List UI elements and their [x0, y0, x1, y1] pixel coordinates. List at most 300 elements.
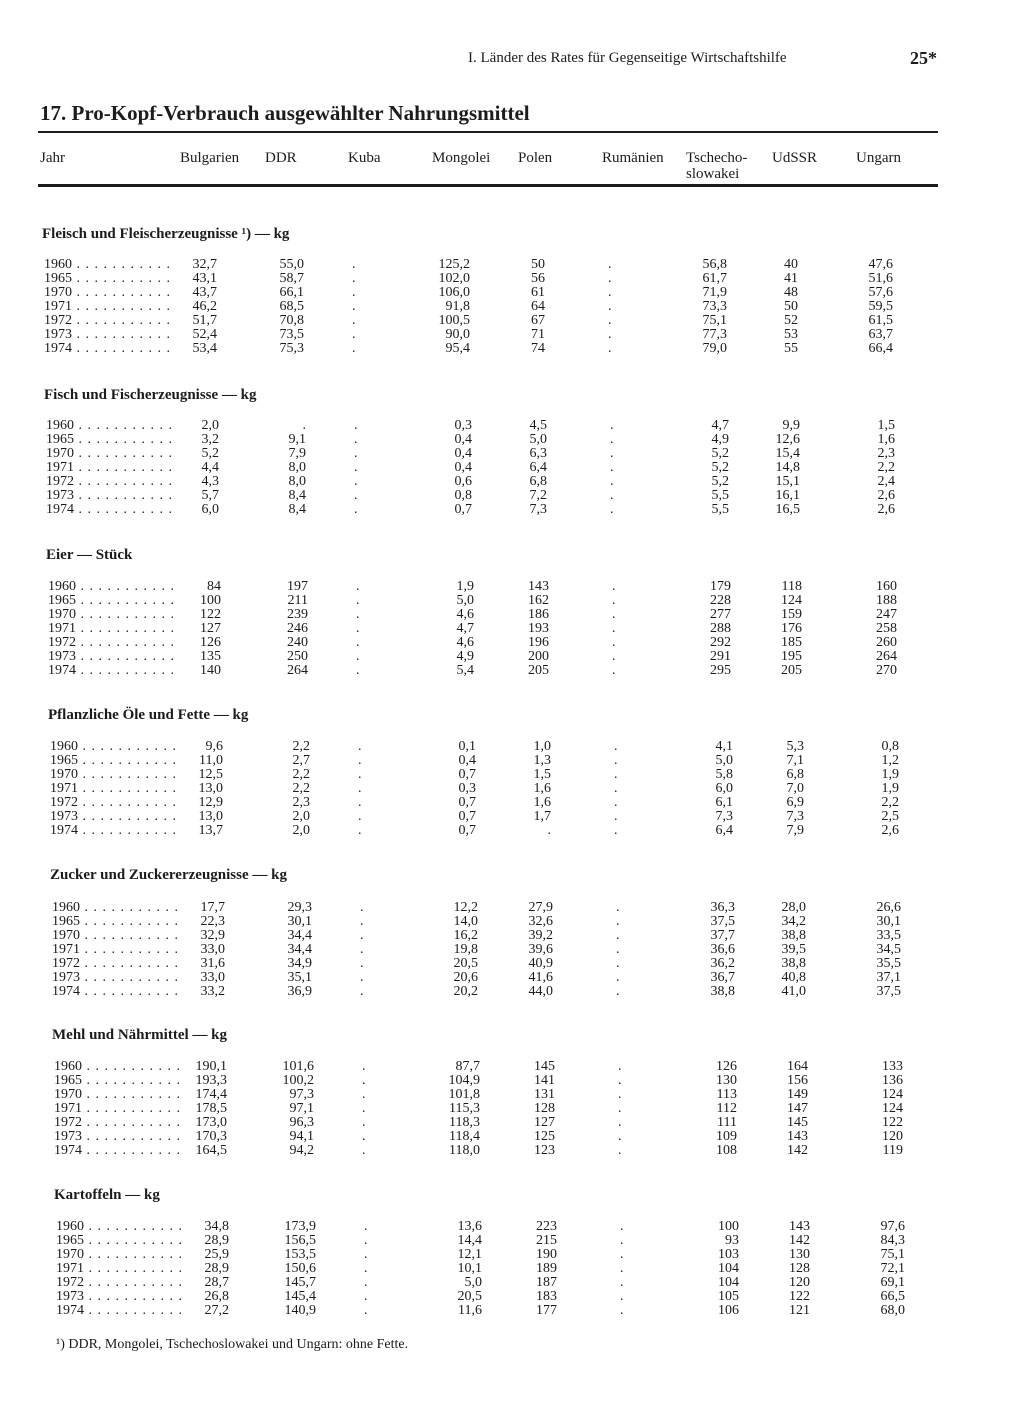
value-cell: 39,6 — [528, 942, 553, 957]
year-cell: 1972 . . . — [48, 636, 174, 650]
value-cell: 37,5 — [710, 914, 735, 929]
value-cell: 4,9 — [456, 649, 474, 664]
not-available-cell: . — [618, 1059, 622, 1074]
value-cell: 130 — [789, 1247, 810, 1262]
value-cell: 40,9 — [528, 956, 553, 971]
section-title: Fisch und Fischerzeugnisse — kg — [44, 387, 257, 403]
table-row — [46, 503, 926, 517]
year-cell: 1965 . . . — [56, 1234, 182, 1248]
value-cell: 264 — [876, 649, 897, 664]
value-cell: 4,7 — [456, 621, 474, 636]
year-cell: 1973 . . . — [54, 1130, 180, 1144]
value-cell: 7,3 — [786, 809, 804, 824]
footnote: ¹) DDR, Mongolei, Tschechoslowakei und Ungarn: ohne Fette. — [56, 1337, 409, 1352]
value-cell: 36,7 — [710, 970, 735, 985]
value-cell: 2,2 — [292, 739, 310, 754]
value-cell: 7,3 — [715, 809, 733, 824]
table-row — [50, 740, 930, 754]
value-cell: 7,9 — [288, 446, 306, 461]
not-available-cell: . — [354, 418, 358, 433]
value-cell: 193,3 — [195, 1073, 227, 1088]
value-cell: 75,1 — [880, 1247, 905, 1262]
value-cell: 51,7 — [192, 313, 217, 328]
not-available-cell: . — [356, 593, 360, 608]
table-row — [46, 461, 926, 475]
not-available-cell: . — [610, 502, 614, 517]
not-available-cell: . — [608, 313, 612, 328]
value-cell: 56,8 — [702, 257, 727, 272]
value-cell: 0,4 — [454, 460, 472, 475]
not-available-cell: . — [362, 1143, 366, 1158]
column-header: Jahr — [40, 150, 65, 166]
value-cell: 291 — [710, 649, 731, 664]
column-header: Rumänien — [602, 150, 664, 166]
value-cell: 30,1 — [287, 914, 312, 929]
value-cell: 5,2 — [201, 446, 219, 461]
value-cell: 56 — [531, 271, 545, 286]
year-cell: 1973 . . . — [56, 1290, 182, 1304]
value-cell: 6,3 — [529, 446, 547, 461]
value-cell: 14,4 — [457, 1233, 482, 1248]
not-available-cell: . — [616, 928, 620, 943]
year-cell: 1965 . . . — [50, 754, 176, 768]
table-row — [46, 489, 926, 503]
value-cell: 36,6 — [710, 942, 735, 957]
value-cell: 1,0 — [533, 739, 551, 754]
value-cell: 195 — [781, 649, 802, 664]
value-cell: 1,7 — [533, 809, 551, 824]
value-cell: 2,5 — [881, 809, 899, 824]
not-available-cell: . — [610, 488, 614, 503]
value-cell: 73,5 — [279, 327, 304, 342]
value-cell: 120 — [789, 1275, 810, 1290]
value-cell: 2,4 — [877, 474, 895, 489]
value-cell: 71 — [531, 327, 545, 342]
value-cell: 8,0 — [288, 474, 306, 489]
year-cell: 1971 . . . — [48, 622, 174, 636]
value-cell: 52,4 — [192, 327, 217, 342]
value-cell: 145,7 — [284, 1275, 316, 1290]
value-cell: 1,5 — [533, 767, 551, 782]
year-cell: 1974 . . . — [48, 664, 174, 678]
value-cell: 258 — [876, 621, 897, 636]
value-cell: 13,6 — [457, 1219, 482, 1234]
value-cell: 39,2 — [528, 928, 553, 943]
value-cell: 127 — [200, 621, 221, 636]
value-cell: 0,6 — [454, 474, 472, 489]
value-cell: 122 — [200, 607, 221, 622]
table-row — [50, 754, 930, 768]
value-cell: 28,7 — [204, 1275, 229, 1290]
value-cell: 17,7 — [200, 900, 225, 915]
not-available-cell: . — [352, 327, 356, 342]
value-cell: 8,4 — [288, 502, 306, 517]
year-cell: 1960 . . . — [52, 901, 178, 915]
value-cell: 48 — [784, 285, 798, 300]
value-cell: 67 — [531, 313, 545, 328]
value-cell: 27,9 — [528, 900, 553, 915]
not-available-cell: . — [610, 446, 614, 461]
not-available-cell: . — [352, 285, 356, 300]
value-cell: 9,1 — [288, 432, 306, 447]
value-cell: 75,3 — [279, 341, 304, 356]
value-cell: 4,7 — [711, 418, 729, 433]
value-cell: 5,0 — [456, 593, 474, 608]
not-available-cell: . — [364, 1261, 368, 1276]
value-cell: 124 — [781, 593, 802, 608]
value-cell: 295 — [710, 663, 731, 678]
not-available-cell: . — [616, 914, 620, 929]
value-cell: 75,1 — [702, 313, 727, 328]
value-cell: 160 — [876, 579, 897, 594]
year-cell: 1960 . . . — [54, 1060, 180, 1074]
value-cell: 5,2 — [711, 460, 729, 475]
value-cell: 104 — [718, 1261, 739, 1276]
year-cell: 1973 . . . — [44, 328, 170, 342]
not-available-cell: . — [612, 579, 616, 594]
value-cell: 12,5 — [198, 767, 223, 782]
value-cell: 122 — [789, 1289, 810, 1304]
section-title: Zucker und Zuckererzeugnisse — kg — [50, 867, 287, 883]
value-cell: 2,2 — [292, 767, 310, 782]
value-cell: 33,0 — [200, 942, 225, 957]
value-cell: 1,6 — [533, 781, 551, 796]
year-cell: 1960 . . . — [50, 740, 176, 754]
value-cell: 142 — [787, 1143, 808, 1158]
value-cell: 7,2 — [529, 488, 547, 503]
table-row — [54, 1088, 934, 1102]
value-cell: 43,1 — [192, 271, 217, 286]
value-cell: 91,8 — [445, 299, 470, 314]
value-cell: 123 — [534, 1143, 555, 1158]
value-cell: 13,0 — [198, 781, 223, 796]
value-cell: 38,8 — [781, 928, 806, 943]
value-cell: 1,3 — [533, 753, 551, 768]
not-available-cell: . — [354, 474, 358, 489]
section-title: Pflanzliche Öle und Fette — kg — [48, 707, 249, 723]
value-cell: 73,3 — [702, 299, 727, 314]
year-cell: 1971 . . . — [44, 300, 170, 314]
not-available-cell: . — [354, 488, 358, 503]
not-available-cell: . — [620, 1219, 624, 1234]
value-cell: 94,2 — [289, 1143, 314, 1158]
value-cell: 143 — [789, 1219, 810, 1234]
value-cell: 36,3 — [710, 900, 735, 915]
value-cell: 260 — [876, 635, 897, 650]
value-cell: 5,5 — [711, 502, 729, 517]
value-cell: 4,1 — [715, 739, 733, 754]
not-available-cell: . — [356, 663, 360, 678]
value-cell: 35,5 — [876, 956, 901, 971]
value-cell: 239 — [287, 607, 308, 622]
table-row — [48, 650, 928, 664]
value-cell: 143 — [528, 579, 549, 594]
value-cell: 100 — [718, 1219, 739, 1234]
value-cell: 72,1 — [880, 1261, 905, 1276]
year-cell: 1960 . . . — [48, 580, 174, 594]
value-cell: 28,9 — [204, 1261, 229, 1276]
value-cell: 6,1 — [715, 795, 733, 810]
value-cell: 19,8 — [453, 942, 478, 957]
value-cell: 130 — [716, 1073, 737, 1088]
value-cell: 104 — [718, 1275, 739, 1290]
value-cell: . — [302, 418, 306, 433]
value-cell: 61,7 — [702, 271, 727, 286]
value-cell: 16,1 — [775, 488, 800, 503]
value-cell: 126 — [200, 635, 221, 650]
not-available-cell: . — [610, 474, 614, 489]
table-row — [48, 608, 928, 622]
value-cell: 25,9 — [204, 1247, 229, 1262]
value-cell: 95,4 — [445, 341, 470, 356]
value-cell: 149 — [787, 1087, 808, 1102]
value-cell: 66,4 — [868, 341, 893, 356]
not-available-cell: . — [618, 1115, 622, 1130]
value-cell: 1,6 — [533, 795, 551, 810]
value-cell: 41,0 — [781, 984, 806, 999]
column-header: DDR — [265, 150, 297, 166]
not-available-cell: . — [618, 1143, 622, 1158]
not-available-cell: . — [360, 942, 364, 957]
table-row — [52, 929, 932, 943]
value-cell: 68,5 — [279, 299, 304, 314]
value-cell: 183 — [536, 1289, 557, 1304]
table-row — [48, 580, 928, 594]
header-rule-top — [38, 131, 938, 133]
not-available-cell: . — [610, 418, 614, 433]
year-cell: 1973 . . . — [46, 489, 172, 503]
value-cell: 10,1 — [457, 1261, 482, 1276]
year-cell: 1971 . . . — [52, 943, 178, 957]
not-available-cell: . — [364, 1219, 368, 1234]
not-available-cell: . — [614, 781, 618, 796]
value-cell: 0,3 — [454, 418, 472, 433]
value-cell: 30,1 — [876, 914, 901, 929]
section-title: Kartoffeln — kg — [54, 1187, 160, 1203]
value-cell: 153,5 — [284, 1247, 316, 1262]
value-cell: 112 — [716, 1101, 737, 1116]
table-row — [52, 971, 932, 985]
table-row — [56, 1304, 936, 1318]
not-available-cell: . — [620, 1289, 624, 1304]
not-available-cell: . — [608, 257, 612, 272]
value-cell: 34,5 — [876, 942, 901, 957]
value-cell: 15,4 — [775, 446, 800, 461]
year-cell: 1973 . . . — [50, 810, 176, 824]
not-available-cell: . — [358, 823, 362, 838]
value-cell: 164 — [787, 1059, 808, 1074]
value-cell: 187 — [536, 1275, 557, 1290]
year-cell: 1960 . . . — [44, 258, 170, 272]
table-row — [50, 782, 930, 796]
value-cell: 35,1 — [287, 970, 312, 985]
not-available-cell: . — [358, 739, 362, 754]
year-cell: 1965 . . . — [46, 433, 172, 447]
table-row — [56, 1248, 936, 1262]
not-available-cell: . — [352, 257, 356, 272]
value-cell: 178,5 — [195, 1101, 227, 1116]
value-cell: 33,5 — [876, 928, 901, 943]
not-available-cell: . — [364, 1303, 368, 1318]
table-row — [54, 1130, 934, 1144]
value-cell: 32,9 — [200, 928, 225, 943]
value-cell: 66,1 — [279, 285, 304, 300]
value-cell: 84 — [207, 579, 221, 594]
table-row — [44, 314, 924, 328]
not-available-cell: . — [620, 1261, 624, 1276]
value-cell: 135 — [200, 649, 221, 664]
value-cell: 36,2 — [710, 956, 735, 971]
value-cell: 84,3 — [880, 1233, 905, 1248]
year-cell: 1965 . . . — [52, 915, 178, 929]
value-cell: 66,5 — [880, 1289, 905, 1304]
not-available-cell: . — [616, 984, 620, 999]
table-row — [52, 943, 932, 957]
value-cell: 164,5 — [195, 1143, 227, 1158]
value-cell: 87,7 — [455, 1059, 480, 1074]
value-cell: 51,6 — [868, 271, 893, 286]
value-cell: 100,5 — [438, 313, 470, 328]
value-cell: 2,2 — [881, 795, 899, 810]
value-cell: 29,3 — [287, 900, 312, 915]
not-available-cell: . — [352, 341, 356, 356]
column-header: Kuba — [348, 150, 381, 166]
not-available-cell: . — [356, 579, 360, 594]
not-available-cell: . — [612, 649, 616, 664]
value-cell: 0,7 — [458, 809, 476, 824]
year-cell: 1970 . . . — [54, 1088, 180, 1102]
value-cell: 1,9 — [881, 767, 899, 782]
not-available-cell: . — [616, 942, 620, 957]
value-cell: 34,8 — [204, 1219, 229, 1234]
value-cell: 77,3 — [702, 327, 727, 342]
value-cell: 11,6 — [458, 1303, 482, 1318]
not-available-cell: . — [364, 1233, 368, 1248]
table-row — [48, 622, 928, 636]
not-available-cell: . — [360, 956, 364, 971]
value-cell: 6,0 — [715, 781, 733, 796]
value-cell: 277 — [710, 607, 731, 622]
value-cell: 108 — [716, 1143, 737, 1158]
value-cell: 32,6 — [528, 914, 553, 929]
value-cell: 140 — [200, 663, 221, 678]
not-available-cell: . — [360, 928, 364, 943]
not-available-cell: . — [364, 1289, 368, 1304]
value-cell: 6,8 — [786, 767, 804, 782]
table-row — [52, 985, 932, 999]
value-cell: 247 — [876, 607, 897, 622]
column-header: Polen — [518, 150, 553, 166]
value-cell: 177 — [536, 1303, 557, 1318]
value-cell: 41 — [784, 271, 798, 286]
year-cell: 1965 . . . — [54, 1074, 180, 1088]
value-cell: 133 — [882, 1059, 903, 1074]
value-cell: 41,6 — [528, 970, 553, 985]
value-cell: 4,4 — [201, 460, 219, 475]
value-cell: 205 — [781, 663, 802, 678]
year-cell: 1974 . . . — [46, 503, 172, 517]
value-cell: 2,3 — [877, 446, 895, 461]
value-cell: 12,6 — [775, 432, 800, 447]
value-cell: 5,8 — [715, 767, 733, 782]
not-available-cell: . — [354, 460, 358, 475]
not-available-cell: . — [608, 327, 612, 342]
value-cell: 2,0 — [292, 809, 310, 824]
value-cell: 61 — [531, 285, 545, 300]
value-cell: 53 — [784, 327, 798, 342]
not-available-cell: . — [614, 739, 618, 754]
value-cell: 34,4 — [287, 928, 312, 943]
value-cell: 179 — [710, 579, 731, 594]
not-available-cell: . — [614, 753, 618, 768]
value-cell: 270 — [876, 663, 897, 678]
value-cell: 5,2 — [711, 446, 729, 461]
value-cell: 6,0 — [201, 502, 219, 517]
value-cell: 64 — [531, 299, 545, 314]
value-cell: 12,9 — [198, 795, 223, 810]
not-available-cell: . — [616, 900, 620, 915]
value-cell: 8,4 — [288, 488, 306, 503]
value-cell: 26,8 — [204, 1289, 229, 1304]
column-header: Mongolei — [432, 150, 491, 166]
not-available-cell: . — [618, 1073, 622, 1088]
value-cell: 118,4 — [449, 1129, 480, 1144]
value-cell: 14,0 — [453, 914, 478, 929]
not-available-cell: . — [614, 823, 618, 838]
value-cell: 176 — [781, 621, 802, 636]
value-cell: 0,8 — [454, 488, 472, 503]
not-available-cell: . — [358, 809, 362, 824]
not-available-cell: . — [612, 621, 616, 636]
not-available-cell: . — [362, 1129, 366, 1144]
value-cell: 211 — [287, 593, 308, 608]
value-cell: 6,9 — [786, 795, 804, 810]
value-cell: 37,1 — [876, 970, 901, 985]
value-cell: 55,0 — [279, 257, 304, 272]
table-row — [48, 594, 928, 608]
value-cell: 1,6 — [877, 432, 895, 447]
value-cell: 292 — [710, 635, 731, 650]
value-cell: 1,5 — [877, 418, 895, 433]
not-available-cell: . — [360, 900, 364, 915]
value-cell: 6,8 — [529, 474, 547, 489]
table-row — [56, 1276, 936, 1290]
value-cell: 111 — [717, 1115, 737, 1130]
value-cell: 38,8 — [710, 984, 735, 999]
value-cell: 200 — [528, 649, 549, 664]
not-available-cell: . — [608, 341, 612, 356]
value-cell: 6,4 — [715, 823, 733, 838]
not-available-cell: . — [362, 1087, 366, 1102]
not-available-cell: . — [612, 635, 616, 650]
value-cell: 9,6 — [205, 739, 223, 754]
not-available-cell: . — [358, 795, 362, 810]
table-row — [52, 957, 932, 971]
value-cell: 2,2 — [292, 781, 310, 796]
table-title: 17. Pro-Kopf-Verbrauch ausgewählter Nahrungsmittel — [40, 101, 530, 125]
not-available-cell: . — [354, 446, 358, 461]
value-cell: 4,9 — [711, 432, 729, 447]
value-cell: 127 — [534, 1115, 555, 1130]
value-cell: 115,3 — [449, 1101, 480, 1116]
value-cell: 101,8 — [448, 1087, 480, 1102]
value-cell: 20,5 — [457, 1289, 482, 1304]
value-cell: 97,6 — [880, 1219, 905, 1234]
not-available-cell: . — [364, 1247, 368, 1262]
value-cell: 100 — [200, 593, 221, 608]
value-cell: 109 — [716, 1129, 737, 1144]
year-cell: 1970 . . . — [50, 768, 176, 782]
